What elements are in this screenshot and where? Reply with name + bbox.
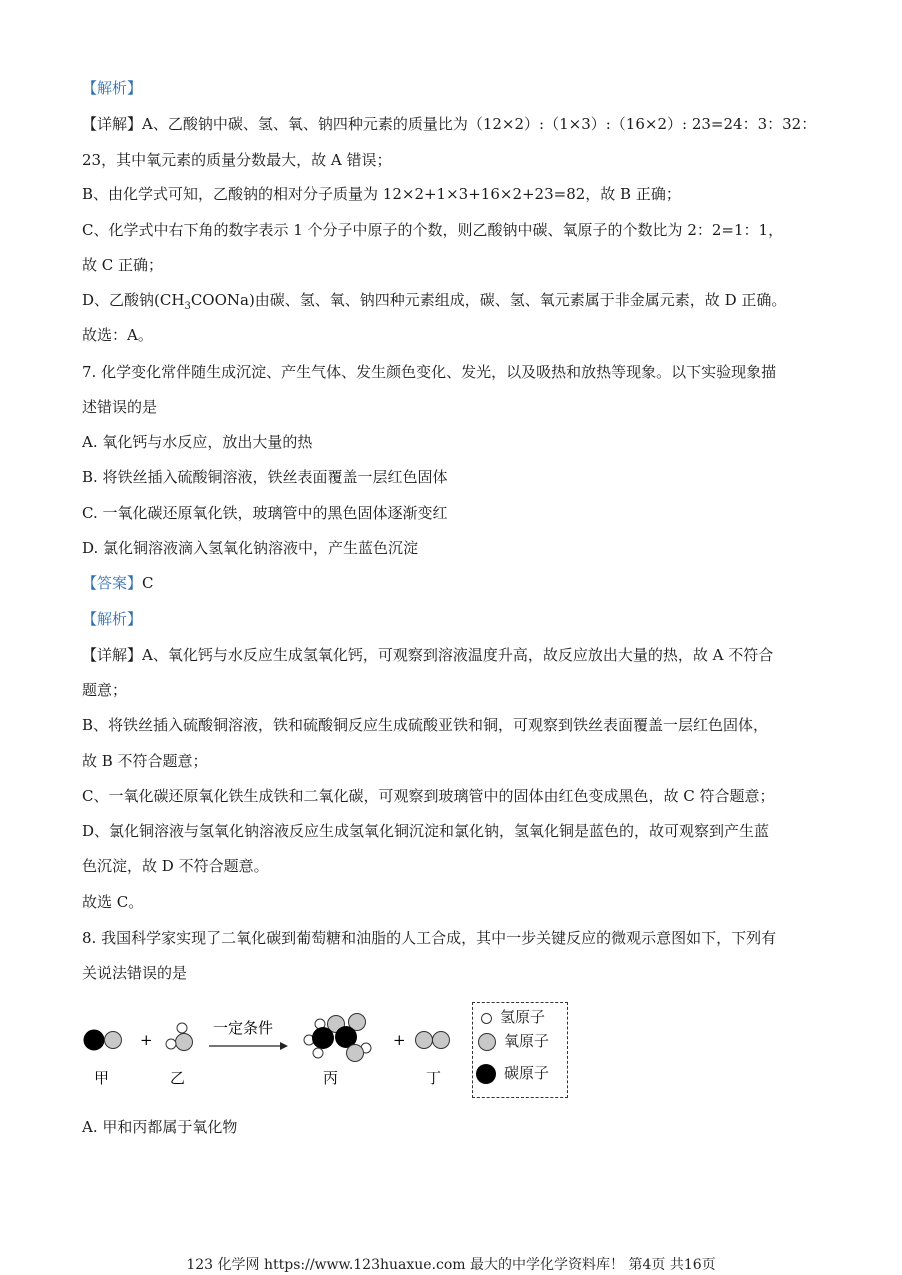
detail2-line-b2: 故 B 不符合题意； bbox=[82, 752, 208, 770]
label-jia: 甲 bbox=[94, 1069, 110, 1087]
analysis-heading: 【解析】 bbox=[82, 79, 143, 97]
legend-oxygen: 氧原子 bbox=[481, 1031, 549, 1051]
molecule-bing bbox=[304, 1014, 371, 1062]
detail2-line-d: D、氯化铜溶液与氢氧化钠溶液反应生成氢氧化铜沉淀和氯化钠，氢氧化铜是蓝色的，故可观察到产生蓝 bbox=[82, 822, 770, 840]
choice-line-2: 故选 C。 bbox=[82, 893, 144, 911]
detail2-line-2: 题意； bbox=[82, 681, 128, 699]
question-7-cont: 述错误的是 bbox=[82, 398, 158, 416]
choice-line: 故选：A。 bbox=[82, 326, 153, 344]
label-bing: 丙 bbox=[323, 1069, 339, 1087]
question-7: 7. 化学变化常伴随生成沉淀、产生气体、发生颜色变化、发光，以及吸热和放热等现象。以下实验现象描 bbox=[82, 363, 777, 381]
molecule-ding bbox=[416, 1032, 450, 1049]
detail2-line-1: 【详解】A、氧化钙与水反应生成氢氧化钙，可观察到溶液温度升高，故反应放出大量的热，故 A 不符合 bbox=[82, 646, 774, 664]
detail-line-d: D、乙酸钠$(CH_3COONa)$由碳、氢、氧、钠四种元素组成，碳、氢、氧元素属于非金属元素，故 D 正确。 bbox=[82, 291, 787, 312]
carbon-atom-icon bbox=[476, 1064, 496, 1084]
question-8: 8. 我国科学家实现了二氧化碳到葡萄糖和油脂的人工合成，其中一步关键反应的微观示意图如下，下列有 bbox=[82, 929, 777, 947]
plus-sign-1: + bbox=[140, 1031, 153, 1049]
option-a-q8: A. 甲和丙都属于氧化物 bbox=[82, 1118, 238, 1136]
detail-line-c2: 故 C 正确； bbox=[82, 256, 164, 274]
option-a: A. 氧化钙与水反应，放出大量的热 bbox=[82, 433, 313, 451]
oxygen-atom-icon bbox=[478, 1033, 496, 1051]
detail2-line-c: C、一氧化碳还原氧化铁生成铁和二氧化碳，可观察到玻璃管中的固体由红色变成黑色，故 C 符合题意； bbox=[82, 787, 775, 805]
detail2-line-b: B、将铁丝插入硫酸铜溶液，铁和硫酸铜反应生成硫酸亚铁和铜，可观察到铁丝表面覆盖一层红色固体， bbox=[82, 716, 769, 734]
reaction-arrow bbox=[209, 1042, 288, 1050]
label-ding: 丁 bbox=[426, 1069, 442, 1087]
option-d: D. 氯化铜溶液滴入氢氧化钠溶液中，产生蓝色沉淀 bbox=[82, 539, 419, 557]
label-yi: 乙 bbox=[170, 1069, 186, 1087]
option-b: B. 将铁丝插入硫酸铜溶液，铁丝表面覆盖一层红色固体 bbox=[82, 468, 448, 486]
legend-carbon: 碳原子 bbox=[481, 1063, 549, 1084]
question-8-cont: 关说法错误的是 bbox=[82, 964, 188, 982]
molecule-jia bbox=[84, 1030, 122, 1050]
molecule-yi bbox=[166, 1023, 193, 1051]
detail-line-b: B、由化学式可知，乙酸钠的相对分子质量为 12×2+1×3+16×2+23=82，故 B 正确； bbox=[82, 185, 681, 203]
detail-line-c: C、化学式中右下角的数字表示 1 个分子中原子的个数，则乙酸钠中碳、氧原子的个数比为 2：2=1：1， bbox=[82, 221, 784, 239]
legend-hydrogen: 氢原子 bbox=[481, 1007, 545, 1027]
option-c: C. 一氧化碳还原氧化铁，玻璃管中的黑色固体逐渐变红 bbox=[82, 504, 448, 522]
plus-sign-2: + bbox=[393, 1031, 406, 1049]
legend-box bbox=[472, 1002, 568, 1098]
reaction-condition: 一定条件 bbox=[213, 1019, 274, 1037]
detail-line-2: 23，其中氧元素的质量分数最大，故 A 错误； bbox=[82, 151, 392, 169]
detail2-line-d2: 色沉淀，故 D 不符合题意。 bbox=[82, 857, 269, 875]
answer-line: 【答案】C bbox=[82, 574, 154, 592]
analysis-heading-2: 【解析】 bbox=[82, 610, 143, 628]
detail-line-1: 【详解】A、乙酸钠中碳、氢、氧、钠四种元素的质量比为（12×2）:（1×3）:（16×2）: 23=24：3：32： bbox=[82, 115, 817, 133]
page-footer: 123 化学网 https://www.123huaxue.com 最大的中学化学资料库！ 第4页 共16页 bbox=[186, 1257, 716, 1273]
hydrogen-atom-icon bbox=[481, 1013, 492, 1024]
